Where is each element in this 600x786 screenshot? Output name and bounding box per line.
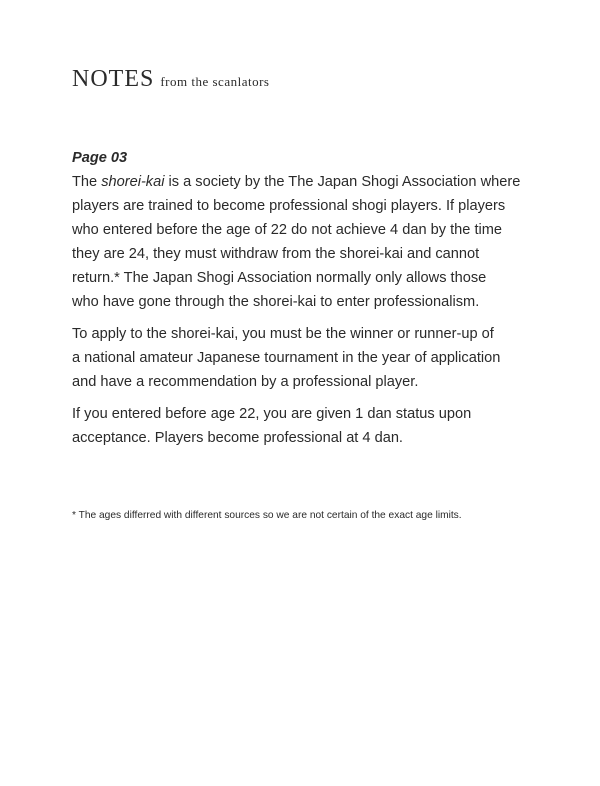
heading-main: NOTES: [72, 66, 155, 92]
paragraph-3-line-2: acceptance. Players become professional at 4 dan.: [72, 430, 403, 446]
footnote: * The ages differred with different sources so we are not certain of the exact age limits.: [72, 510, 462, 521]
paragraph-1: [72, 170, 522, 314]
paragraph-2-line-2: a national amateur Japanese tournament in the year of application: [72, 350, 501, 366]
page-heading: [72, 66, 269, 93]
paragraph-3-line-1: If you entered before age 22, you are given 1 dan status upon: [72, 406, 472, 422]
paragraph-1-line-3: who entered before the age of 22 do not achieve 4 dan by the time: [72, 222, 503, 238]
term-shorei-kai: shorei-kai: [101, 174, 165, 190]
paragraph-1-line-1: [72, 170, 522, 194]
notes-content: [72, 146, 522, 458]
paragraph-1-line-2: players are trained to become professional shogi players. If players: [72, 198, 506, 214]
paragraph-3: [72, 402, 522, 450]
paragraph-1-line-5: return.* The Japan Shogi Association normally only allows those: [72, 270, 487, 286]
paragraph-1-line-4: they are 24, they must withdraw from the shorei-kai and cannot: [72, 246, 480, 262]
line-rest: is a society by the The Japan Shogi Association where: [164, 174, 521, 190]
heading-subtitle: from the scanlators: [160, 74, 270, 89]
paragraph-1-line-6: who have gone through the shorei-kai to enter professionalism.: [72, 294, 480, 310]
line-prefix: The: [72, 174, 102, 190]
paragraph-2-line-3: and have a recommendation by a professional player.: [72, 374, 419, 390]
paragraph-2: [72, 322, 522, 394]
page-reference: Page 03: [72, 150, 128, 166]
paragraph-2-line-1: To apply to the shorei-kai, you must be the winner or runner-up of: [72, 326, 494, 342]
